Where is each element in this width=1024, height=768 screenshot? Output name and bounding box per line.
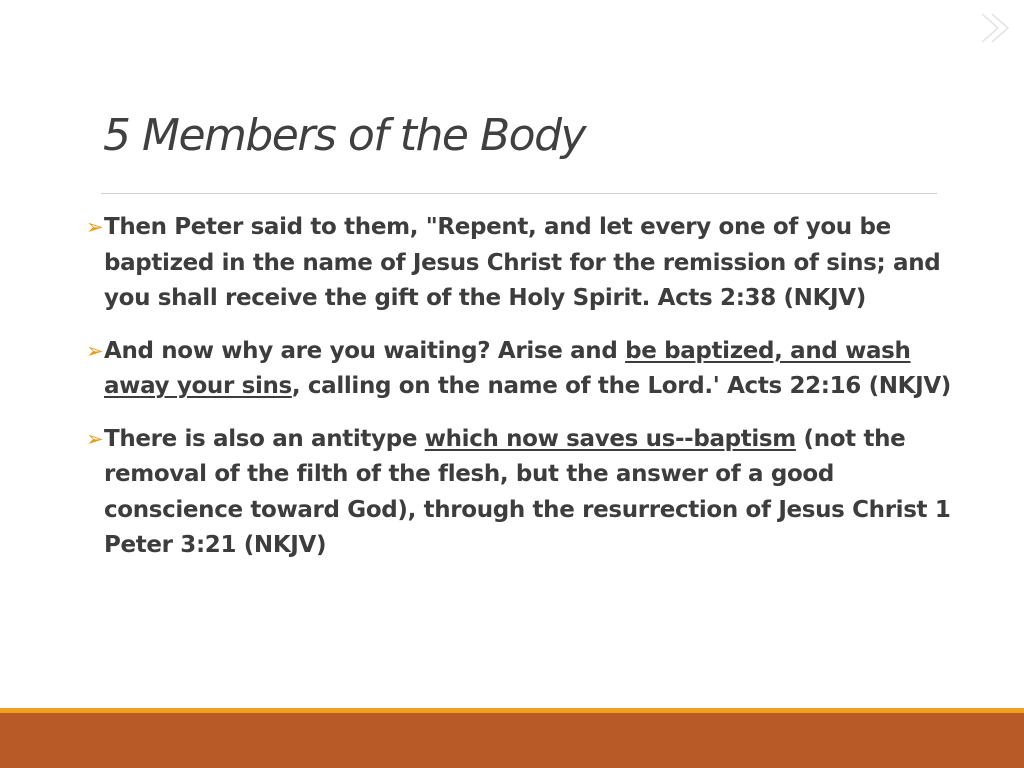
corner-decoration-icon: [976, 8, 1016, 48]
bullet-text: There is also an antitype: [104, 425, 425, 452]
arrow-bullet-icon: ➢: [86, 338, 104, 363]
bullet-list: [86, 210, 975, 581]
bullet-item: [86, 422, 975, 564]
bullet-text-underlined: be baptized, and wash away your sins: [104, 337, 911, 399]
bullet-text: And now why are you waiting? Arise and: [104, 337, 626, 364]
bullet-item: [86, 334, 975, 405]
bullet-text: , calling on the name of the Lord.' Acts 22:16 (NKJV): [291, 373, 951, 399]
bullet-text: Then Peter said to them, "Repent, and let every one of you be baptized in the name of Jesus Christ for the remission of sins; and you shall receive the gift of the Holy Spirit. Acts 2:38 (NKJV): [104, 214, 941, 311]
bullet-item: [86, 210, 975, 317]
slide-title: 5 Members of the Body: [103, 110, 586, 161]
arrow-bullet-icon: ➢: [86, 426, 104, 451]
bullet-text-underlined: which now saves us--baptism: [424, 425, 796, 452]
title-divider: [101, 193, 937, 194]
bullet-text: (not the removal of the filth of the flesh, but the answer of a good conscience toward God), through the resurrection of Jesus Christ 1 Peter 3:21 (NKJV): [104, 425, 951, 558]
footer-bar: [0, 713, 1024, 768]
arrow-bullet-icon: ➢: [86, 215, 104, 239]
